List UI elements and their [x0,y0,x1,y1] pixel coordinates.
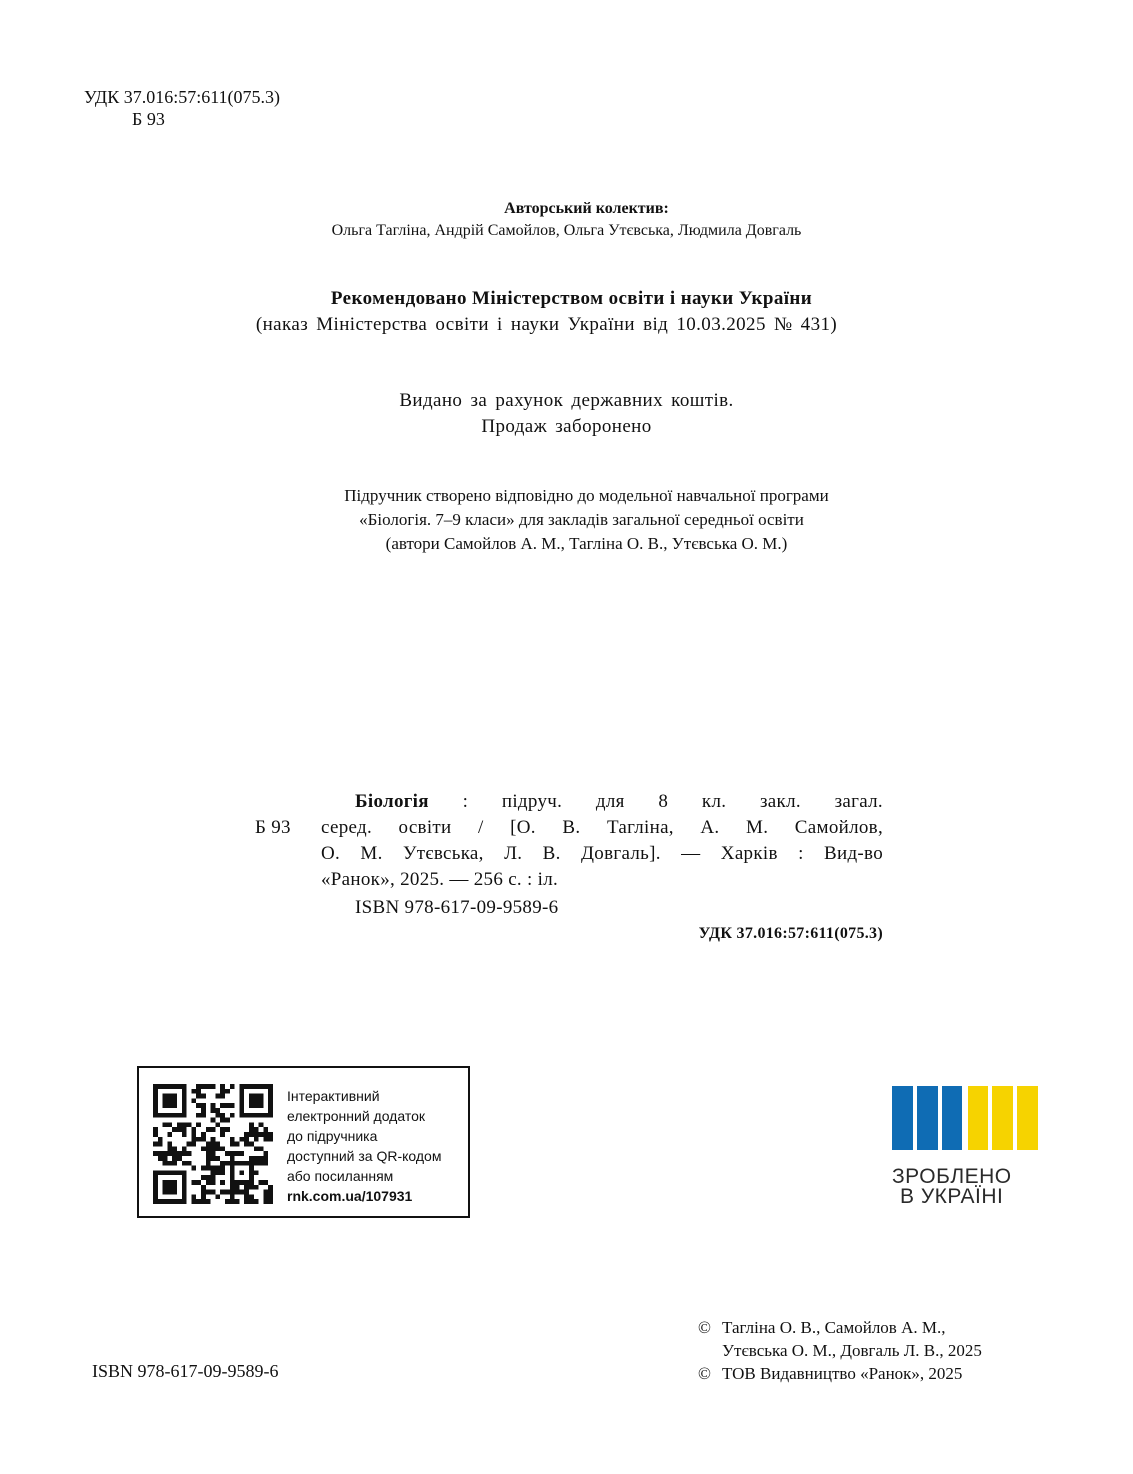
qr-code-icon[interactable] [153,1084,273,1204]
catalog-line-3: О. М. Утєвська, Л. В. Довгаль]. — Харків : Вид-во [321,843,883,864]
made-in-ukraine-line-1: ЗРОБЛЕНО [892,1165,1012,1188]
yellow-bar-1 [968,1086,988,1150]
program-line-1: Підручник створено відповідно до модельної навчальної програми [344,486,829,505]
catalog-book-title: Біологія [355,791,429,812]
yellow-bar-2 [992,1086,1013,1150]
udk-header [84,86,280,130]
qr-info-box [137,1066,470,1218]
yellow-bar-3 [1017,1086,1038,1150]
catalog-line-2: серед. освіти / [О. В. Тагліна, А. М. Самойлов, [321,817,883,838]
copyright-block [698,1316,982,1385]
catalog-row-1 [255,789,883,815]
copyright-authors: Тагліна О. В., Самойлов А. М., [722,1318,946,1337]
catalog-row-3 [255,841,883,867]
copyright-publisher: ТОВ Видавництво «Ранок», 2025 [722,1364,963,1383]
udk-code: УДК 37.016:57:611(075.3) [84,87,281,107]
blue-bar-3 [942,1086,962,1150]
qr-line-2: електронний додаток [287,1108,425,1124]
authors-title: Авторський колектив: [504,200,669,217]
qr-line-4: доступний за QR-кодом [287,1148,442,1164]
funding-line-2: Продаж заборонено [481,416,652,437]
isbn-bottom: ISBN 978-617-09-9589-6 [92,1361,279,1381]
blue-bar-2 [917,1086,938,1150]
recommendation-block [0,286,1133,338]
catalog-line-1-rest: : підруч. для 8 кл. закл. загал. [462,791,883,812]
made-in-ukraine-text [892,1167,1038,1207]
copyright-symbol: © [698,1318,711,1337]
program-line-3: (автори Самойлов А. М., Тагліна О. В., Утєвська О. М.) [385,534,788,553]
funding-line-1: Видано за рахунок державних коштів. [399,390,734,411]
udk-index: Б 93 [132,109,165,129]
recommendation-order: (наказ Міністерства освіти і науки України від 10.03.2025 № 431) [255,314,838,335]
qr-description [287,1086,441,1206]
catalog-line-1 [321,789,883,815]
qr-line-5: або посиланням [287,1168,394,1184]
catalog-row-2 [255,815,883,841]
made-in-ukraine-logo [892,1086,1038,1207]
recommendation-title: Рекомендовано Міністерством освіти і науки України [330,288,813,309]
catalog-udk: УДК 37.016:57:611(075.3) [698,925,883,942]
catalog-isbn: ISBN 978-617-09-9589-6 [355,897,559,918]
catalog-line-4: «Ранок», 2025. — 256 с. : іл. [321,869,559,890]
authors-names: Ольга Тагліна, Андрій Самойлов, Ольга Утєвська, Людмила Довгаль [331,222,802,239]
qr-line-3: до підручника [287,1128,378,1144]
authors-block [0,198,1133,242]
program-block [0,484,1133,556]
funding-block [0,388,1133,440]
made-in-ukraine-line-2: В УКРАЇНІ [900,1185,1004,1208]
catalog-row-4 [255,867,883,893]
qr-line-1: Інтерактивний [287,1088,380,1104]
copyright-line-2: Утєвська О. М., Довгаль Л. В., 2025 [722,1341,982,1360]
copyright-line-3 [698,1362,982,1385]
blue-bar-1 [892,1086,913,1150]
program-line-2: «Біологія. 7–9 класи» для закладів загальної середньої освіти [359,510,804,529]
catalog-card [255,789,883,945]
copyright-symbol-2: © [698,1364,711,1383]
copyright-line-1 [698,1316,982,1339]
ukraine-bars-icon [892,1086,1038,1150]
catalog-label: Б 93 [255,817,291,838]
qr-link[interactable]: rnk.com.ua/107931 [287,1188,413,1204]
